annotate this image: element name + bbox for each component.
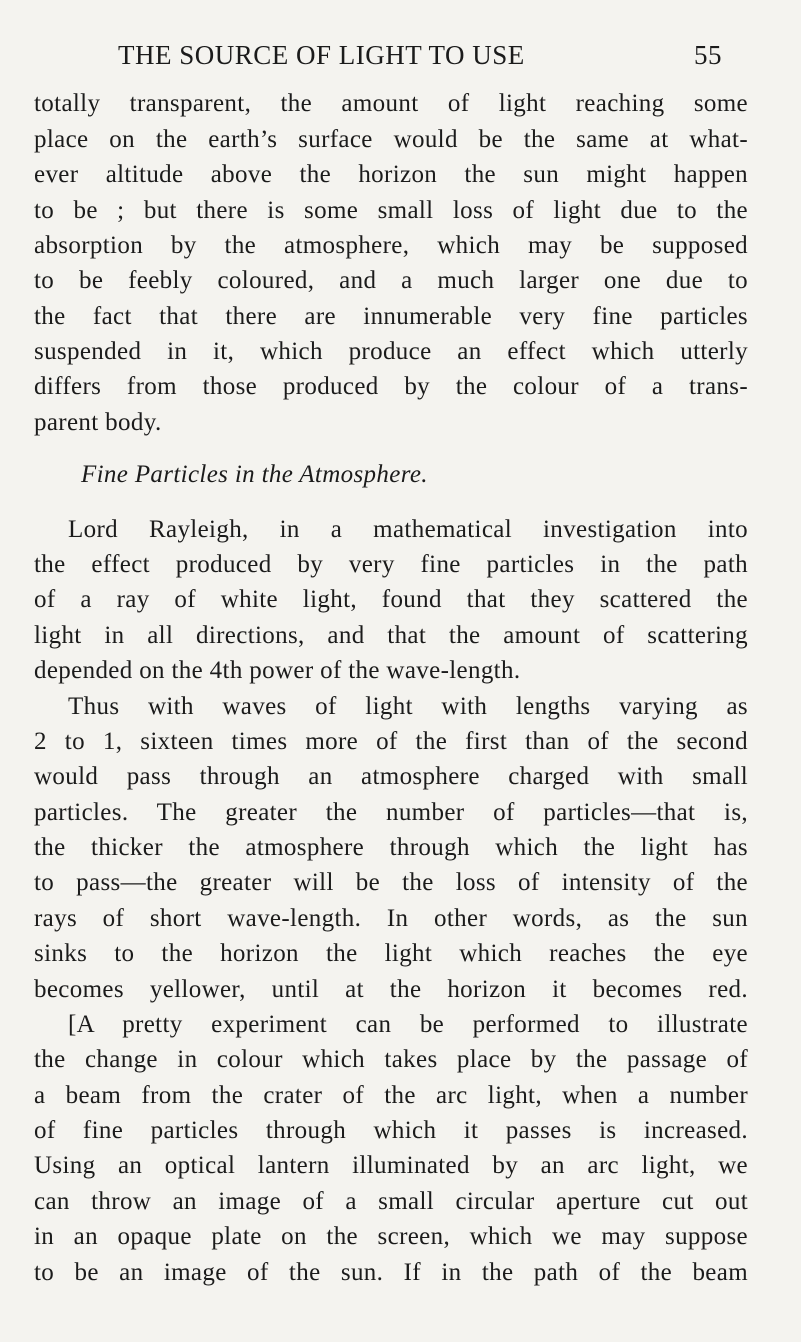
running-title: THE SOURCE OF LIGHT TO USE [118, 40, 525, 70]
text-line: to be an image of the sun. If in the path of the beam [34, 1259, 748, 1286]
text-line: rays of short wave-length. In other words, as the sun [34, 905, 748, 932]
text-line: Thus with waves of light with lengths varying as [68, 693, 748, 720]
text-line: totally transparent, the amount of light reaching some [34, 90, 748, 117]
text-line: becomes yellower, until at the horizon it becomes red. [34, 976, 748, 1003]
text-line: differs from those produced by the colour of a trans- [34, 373, 748, 400]
text-line: in an opaque plate on the screen, which we may suppose [34, 1223, 748, 1250]
text-line: place on the earth’s surface would be the same at what- [34, 126, 748, 153]
text-line: to be ; but there is some small loss of light due to the [34, 197, 748, 224]
text-line: suspended in it, which produce an effect which utterly [34, 338, 748, 365]
text-line: to be feebly coloured, and a much larger one due to [34, 267, 748, 294]
text-line: the change in colour which takes place by the passage of [34, 1046, 748, 1073]
section-heading: Fine Particles in the Atmosphere. [81, 461, 428, 488]
text-line: [A pretty experiment can be performed to illustrate [68, 1011, 748, 1038]
text-line: of a ray of white light, found that they scattered the [34, 586, 748, 613]
text-line: Using an optical lantern illuminated by an arc light, we [34, 1152, 748, 1179]
text-line: sinks to the horizon the light which reaches the eye [34, 940, 748, 967]
page-header [118, 40, 722, 76]
text-line: light in all directions, and that the amount of scattering [34, 622, 748, 649]
page-number: 55 [694, 40, 722, 70]
text-line: the effect produced by very fine particles in the path [34, 551, 748, 578]
text-line: to pass—the greater will be the loss of intensity of the [34, 869, 748, 896]
text-line: a beam from the crater of the arc light, when a number [34, 1082, 748, 1109]
text-line: ever altitude above the horizon the sun might happen [34, 161, 748, 188]
text-line: Lord Rayleigh, in a mathematical investigation into [68, 516, 748, 543]
text-line: would pass through an atmosphere charged with small [34, 763, 748, 790]
text-line: the fact that there are innumerable very fine particles [34, 303, 748, 330]
text-line: of fine particles through which it passes is increased. [34, 1117, 748, 1144]
text-line: the thicker the atmosphere through which the light has [34, 834, 748, 861]
text-line: particles. The greater the number of particles—that is, [34, 799, 748, 826]
text-line: parent body. [34, 409, 162, 436]
text-line: can throw an image of a small circular aperture cut out [34, 1188, 748, 1215]
text-line: depended on the 4th power of the wave-length. [34, 657, 521, 684]
text-line: 2 to 1, sixteen times more of the first than of the second [34, 728, 748, 755]
text-line: absorption by the atmosphere, which may be supposed [34, 232, 748, 259]
